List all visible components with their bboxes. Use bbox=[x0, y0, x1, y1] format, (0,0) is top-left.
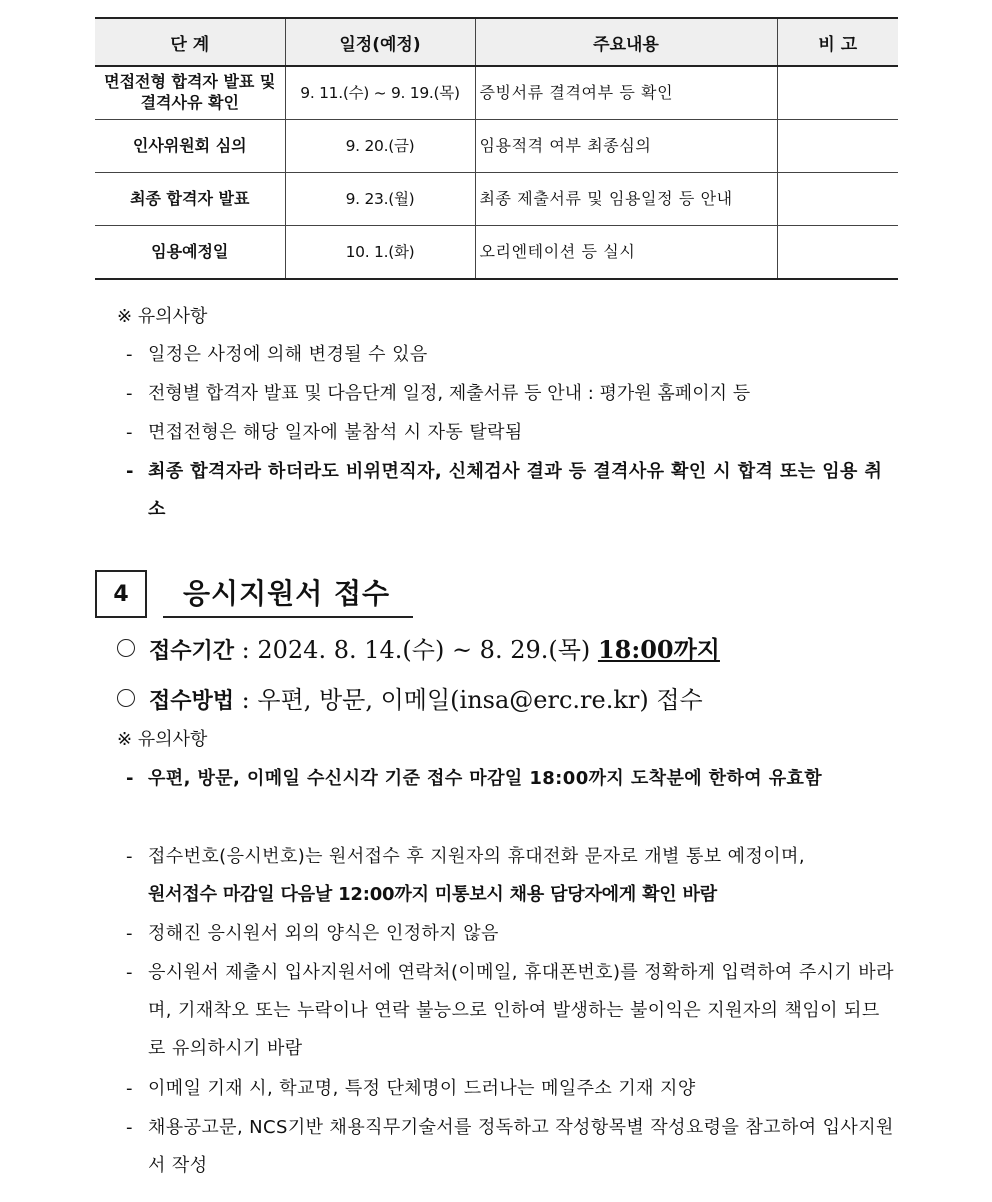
table-row bbox=[95, 66, 898, 120]
header-content: 주요내용 bbox=[475, 18, 777, 66]
note-item: - 채용공고문, NCS기반 채용직무기술서를 정독하고 작성항목별 작성요령을 참고하여 입사지원서 작성 bbox=[126, 1109, 896, 1185]
dash-marker: - bbox=[126, 962, 133, 983]
note-item: - 응시원서 제출시 입사지원서에 연락처(이메일, 휴대폰번호)를 정확하게 입력하여 주시기 바라며, 기재착오 또는 누락이나 연락 불능으로 인하여 발생하는 불이익은 지원자의 책임이 되므로 유의하시기 바람 bbox=[126, 954, 896, 1068]
header-note: 비 고 bbox=[777, 18, 898, 66]
note-item: - 정해진 응시원서 외의 양식은 인정하지 않음 bbox=[126, 915, 896, 953]
period-deadline: 18:00까지 bbox=[597, 635, 720, 664]
row-note bbox=[777, 66, 898, 120]
header-date: 일정(예정) bbox=[285, 18, 475, 66]
note-item: - 우편, 방문, 이메일 수신시각 기준 접수 마감일 18:00까지 도착분에 한하여 유효함 bbox=[126, 760, 896, 798]
table-row bbox=[95, 173, 898, 226]
row-note bbox=[777, 226, 898, 280]
row-stage: 임용예정일 bbox=[95, 226, 285, 280]
schedule-table bbox=[95, 17, 898, 280]
dash-marker: - bbox=[126, 1117, 133, 1138]
row-stage: 인사위원회 심의 bbox=[95, 120, 285, 173]
period-value: : 2024. 8. 14.(수) ~ 8. 29.(목) bbox=[241, 636, 591, 664]
section-number: 4 bbox=[95, 570, 147, 618]
method-label: 접수방법 bbox=[149, 689, 235, 714]
notes-heading: ※ 유의사항 bbox=[117, 306, 208, 327]
dash-marker: - bbox=[126, 461, 134, 482]
method-row bbox=[117, 680, 703, 715]
dash-marker: - bbox=[126, 1078, 133, 1099]
row-stage: 면접전형 합격자 발표 및 결격사유 확인 bbox=[95, 66, 285, 120]
note-item: - 최종 합격자라 하더라도 비위면직자, 신체검사 결과 등 결격사유 확인 시 합격 또는 임용 취소 bbox=[126, 453, 896, 529]
method-value: : 우편, 방문, 이메일(insa@erc.re.kr) 접수 bbox=[241, 686, 703, 714]
row-content: 최종 제출서류 및 임용일정 등 안내 bbox=[475, 173, 777, 226]
period-label: 접수기간 bbox=[149, 639, 235, 664]
section-title: 응시지원서 접수 bbox=[163, 572, 413, 618]
notes-heading: ※ 유의사항 bbox=[117, 729, 208, 750]
row-note bbox=[777, 120, 898, 173]
dash-marker: - bbox=[126, 422, 133, 443]
row-date: 9. 11.(수) ~ 9. 19.(목) bbox=[285, 66, 475, 120]
table-row bbox=[95, 120, 898, 173]
note-item: - 접수번호(응시번호)는 원서접수 후 지원자의 휴대전화 문자로 개별 통보 예정이며, 원서접수 마감일 다음날 12:00까지 미통보시 채용 담당자에게 확인 바람 bbox=[126, 838, 896, 914]
dash-marker: - bbox=[126, 344, 133, 365]
note-item: - 이메일 기재 시, 학교명, 특정 단체명이 드러나는 메일주소 기재 지양 bbox=[126, 1070, 896, 1108]
row-date: 10. 1.(화) bbox=[285, 226, 475, 280]
row-note bbox=[777, 173, 898, 226]
row-date: 9. 20.(금) bbox=[285, 120, 475, 173]
circle-icon bbox=[117, 689, 135, 707]
note-item: - 전형별 합격자 발표 및 다음단계 일정, 제출서류 등 안내 : 평가원 홈페이지 등 bbox=[126, 375, 896, 413]
note-item: - 일정은 사정에 의해 변경될 수 있음 bbox=[126, 336, 896, 374]
dash-marker: - bbox=[126, 923, 133, 944]
circle-icon bbox=[117, 639, 135, 657]
header-stage: 단 계 bbox=[95, 18, 285, 66]
period-row bbox=[117, 630, 720, 665]
row-content: 증빙서류 결격여부 등 확인 bbox=[475, 66, 777, 120]
dash-marker: - bbox=[126, 768, 134, 789]
row-date: 9. 23.(월) bbox=[285, 173, 475, 226]
row-content: 임용적격 여부 최종심의 bbox=[475, 120, 777, 173]
row-stage: 최종 합격자 발표 bbox=[95, 173, 285, 226]
row-content: 오리엔테이션 등 실시 bbox=[475, 226, 777, 280]
table-row bbox=[95, 226, 898, 280]
table-header-row bbox=[95, 18, 898, 66]
dash-marker: - bbox=[126, 383, 133, 404]
note-item: - 면접전형은 해당 일자에 불참석 시 자동 탈락됨 bbox=[126, 414, 896, 452]
dash-marker: - bbox=[126, 846, 133, 867]
